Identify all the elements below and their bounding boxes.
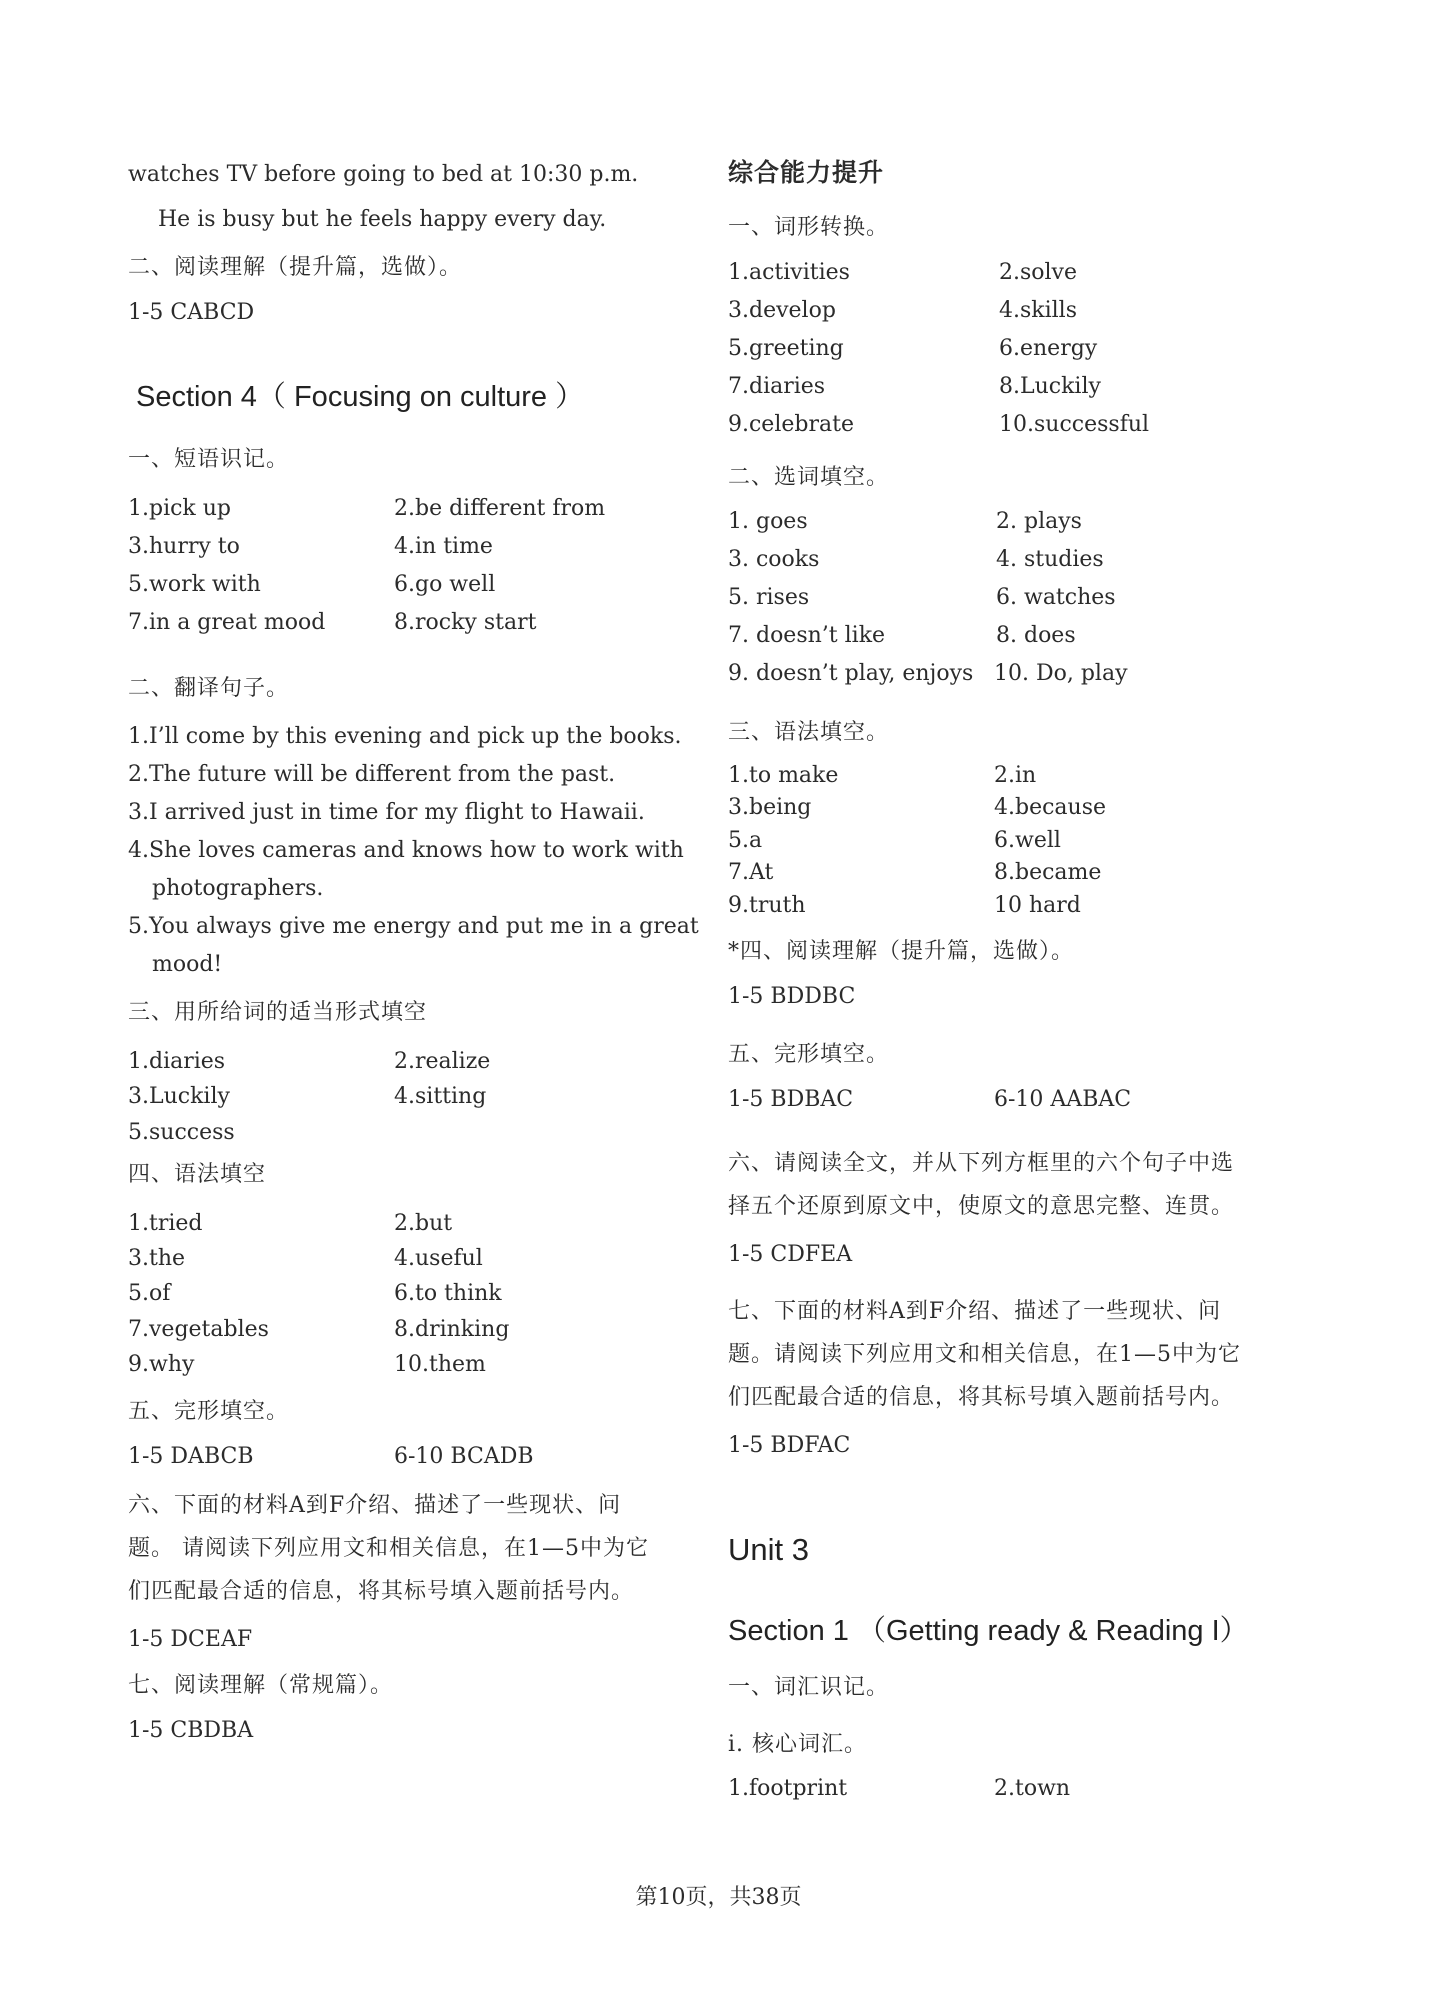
exercise-title: 二、翻译句子。 [128,676,290,701]
answer-item: 10. Do, play [994,661,1128,686]
answer-item: 9. doesn’t play, enjoys [728,661,974,686]
exercise-instruction: 七、下面的材料A到F介绍、描述了一些现状、问 [728,1299,1222,1324]
exercise-instruction: 们匹配最合适的信息，将其标号填入题前括号内。 [728,1385,1235,1410]
exercise-title: 一、短语识记。 [128,447,290,472]
answer-item: 2.solve [999,260,1078,285]
sentence-line: mood! [152,952,223,977]
answer-item: 1.pick up [128,496,232,521]
answer-item: 2.in [994,763,1037,788]
answer-item: 10.them [394,1352,486,1377]
unit-heading: Unit 3 [728,1532,809,1567]
answer-line: 1-5 CBDBA [128,1718,254,1743]
answer-item: 1.diaries [128,1049,226,1074]
answer-item: 7. doesn’t like [728,623,886,648]
exercise-title: 三、用所给词的适当形式填空 [128,1000,428,1025]
text-line: watches TV before going to bed at 10:30 p.m. [128,162,639,187]
answer-item: 2.town [994,1776,1071,1801]
answer-item: 9.celebrate [728,412,854,437]
page-number: 第10页，共38页 [635,1885,802,1910]
answer-item: 4.because [994,795,1107,820]
answer-line: 1-5 BDBAC [728,1087,854,1112]
answer-item: 8.Luckily [999,374,1101,399]
answer-item: 5.greeting [728,336,844,361]
answer-item: 7.diaries [728,374,826,399]
sentence-line: 1.I’ll come by this evening and pick up the books. [128,724,682,749]
answer-item: 5. rises [728,585,810,610]
exercise-title: 二、选词填空。 [728,465,890,490]
answer-item: 8.became [994,860,1102,885]
answer-item: 8. does [996,623,1076,648]
sentence-line: 2.The future will be different from the past. [128,762,616,787]
text-line: He is busy but he feels happy every day. [158,207,607,232]
answer-item: 5.success [128,1120,235,1145]
answer-item: 1.footprint [728,1776,848,1801]
answer-item: 6.to think [394,1281,502,1306]
exercise-title: 七、阅读理解（常规篇）。 [128,1673,394,1698]
answer-line: 6-10 BCADB [394,1444,534,1469]
answer-item: 1.to make [728,763,839,788]
answer-item: 1. goes [728,509,808,534]
section-heading: Section 4（ Focusing on culture ） [136,381,585,413]
answer-item: 4.in time [394,534,493,559]
answer-item: 8.rocky start [394,610,537,635]
answer-item: 10.successful [999,412,1150,437]
answer-item: 7.At [728,860,774,885]
answer-item: 2.realize [394,1049,491,1074]
exercise-title: 五、完形填空。 [128,1399,290,1424]
exercise-instruction: 择五个还原到原文中，使原文的意思完整、连贯。 [728,1194,1235,1219]
exercise-instruction: 题。 请阅读下列应用文和相关信息，在1—5中为它 [128,1536,649,1561]
answer-item: 7.in a great mood [128,610,326,635]
exercise-subtitle: i. 核心词汇。 [728,1732,868,1757]
sentence-line: 4.She loves cameras and knows how to work with [128,838,684,863]
exercise-title: 一、词汇识记。 [728,1675,890,1700]
answer-item: 3.the [128,1246,186,1271]
answer-item: 3.Luckily [128,1084,230,1109]
answer-item: 7.vegetables [128,1317,269,1342]
answer-item: 4.useful [394,1246,483,1271]
answer-line: 1-5 CDFEA [728,1242,853,1267]
answer-line: 6-10 AABAC [994,1087,1132,1112]
sentence-line: 5.You always give me energy and put me in a great [128,914,699,939]
answer-item: 1.activities [728,260,850,285]
answer-item: 2.but [394,1211,453,1236]
answer-item: 4.skills [999,298,1078,323]
answer-item: 1.tried [128,1211,203,1236]
section-heading: Section 1 （Getting ready & Reading I） [728,1615,1249,1647]
exercise-instruction: 六、请阅读全文，并从下列方框里的六个句子中选 [728,1151,1235,1176]
answer-item: 5.a [728,828,763,853]
answer-item: 6.go well [394,572,496,597]
answer-item: 3.being [728,795,812,820]
exercise-instruction: 题。请阅读下列应用文和相关信息，在1—5中为它 [728,1342,1241,1367]
answer-item: 4.sitting [394,1084,487,1109]
exercise-title: 三、语法填空。 [728,720,890,745]
answer-item: 4. studies [996,547,1104,572]
answer-item: 3. cooks [728,547,820,572]
answer-line: 1-5 BDDBC [728,984,856,1009]
answer-line: 1-5 DCEAF [128,1627,253,1652]
exercise-title: 五、完形填空。 [728,1042,890,1067]
answer-item: 2. plays [996,509,1082,534]
answer-item: 10 hard [994,893,1081,918]
sentence-line: photographers. [152,876,324,901]
exercise-title: *四、阅读理解（提升篇，选做）。 [728,939,1075,964]
sentence-line: 3.I arrived just in time for my flight to Hawaii. [128,800,645,825]
answer-item: 6.well [994,828,1061,853]
answer-item: 9.why [128,1352,195,1377]
exercise-title: 四、语法填空 [128,1162,267,1187]
answer-item: 3.hurry to [128,534,240,559]
answer-line: 1-5 DABCB [128,1444,254,1469]
exercise-instruction: 六、下面的材料A到F介绍、描述了一些现状、问 [128,1493,622,1518]
answer-item: 8.drinking [394,1317,510,1342]
section-heading: 综合能力提升 [728,158,885,187]
answer-item: 2.be different from [394,496,606,521]
exercise-title: 二、阅读理解（提升篇，选做）。 [128,255,463,280]
answer-item: 5.work with [128,572,261,597]
exercise-instruction: 们匹配最合适的信息，将其标号填入题前括号内。 [128,1579,635,1604]
answer-item: 5.of [128,1281,171,1306]
answer-item: 6. watches [996,585,1116,610]
answer-item: 6.energy [999,336,1098,361]
answer-item: 3.develop [728,298,836,323]
answer-line: 1-5 BDFAC [728,1433,851,1458]
answer-item: 9.truth [728,893,806,918]
answer-line: 1-5 CABCD [128,300,255,325]
exercise-title: 一、词形转换。 [728,215,890,240]
